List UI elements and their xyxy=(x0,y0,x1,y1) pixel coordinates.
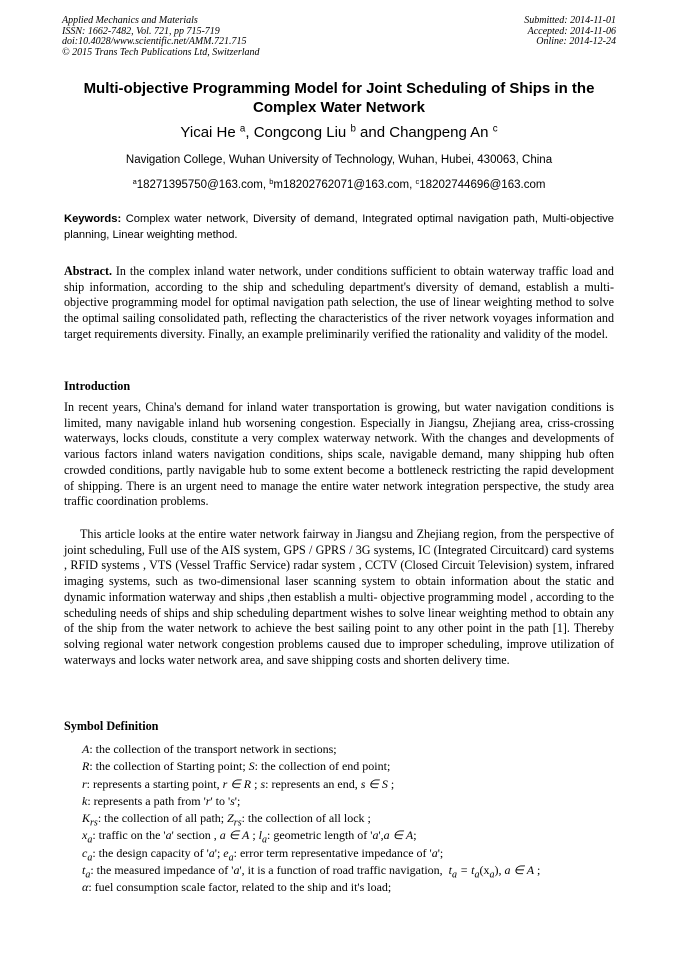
symbol-k: k: represents a path from 'r' to 's'; xyxy=(82,793,241,808)
accepted-date: Accepted: 2014-11-06 xyxy=(527,25,616,37)
journal-header-left xyxy=(62,16,260,58)
paper-title xyxy=(60,80,618,117)
submitted-date: Submitted: 2014-11-01 xyxy=(524,15,616,26)
author-list: Yicai He $^a$, Congcong Liu $^b$ and Changpeng An $^c$ xyxy=(180,123,498,141)
journal-copyright: © 2015 Trans Tech Publications Ltd, Switzerland xyxy=(62,46,260,58)
author-3-mark: c xyxy=(492,123,498,135)
symbol-alpha: α: fuel consumption scale factor, related to the ship and it's load; xyxy=(82,880,392,895)
keywords-text: Complex water network, Diversity of demand, Integrated optimal navigation path, Multi-objective planning, Linear weighting method. xyxy=(64,213,615,241)
symbol-r-s: r: represents a starting point, r ∈ R ; s: represents an end, s ∈ S ; xyxy=(82,776,395,791)
journal-issn: ISSN: 1662-7482, Vol. 721, pp 715-719 xyxy=(62,25,220,37)
symbol-ca-ea: $c_a$: the design capacity of 'a'; $e_a$: error term representative impedance of 'a'; xyxy=(82,845,444,864)
introduction-paragraph-1: In recent years, China's demand for inland water transportation is growing, but water navigation conditions is limited, many navigable inland hub worsening congestion. Especially in Jiangsu, Zhejiang area, criss-crossing waterways, locks clouds, constitute a very complex waterway network. With the changes and developments of various factors inland waters navigation conditions, ships scale, navigable demand, many shipping hub often crowded conditions, partly navigable hub to some extent become a bottleneck restricting the rapid development of shipping. There is an urgent need to manage the entire water network integration perspective, the study area traffic coordination problems. xyxy=(64,400,614,509)
symbol-A: A: the collection of the transport network in sections; xyxy=(82,742,337,756)
author-3: Changpeng An xyxy=(389,124,489,141)
symbol-list xyxy=(82,741,622,897)
author-1: Yicai He xyxy=(180,124,236,141)
email-3-mark: c xyxy=(415,176,420,186)
symbol-R-S: R: the collection of Starting point; S: the collection of end point; xyxy=(82,759,391,774)
author-and: and xyxy=(360,124,386,141)
email-list xyxy=(60,178,618,192)
title-line-1: Multi-objective Programming Model for Joint Scheduling of Ships in the xyxy=(83,80,595,97)
keywords xyxy=(64,212,614,243)
symbol-ta: $t_a$: the measured impedance of 'a', it is a function of road traffic navigation, $t_a = t_a(x_a)$, a ∈ A ; xyxy=(82,863,541,881)
journal-header-right xyxy=(524,16,616,48)
author-2-mark: b xyxy=(350,123,356,135)
author-1-mark: a xyxy=(239,123,246,135)
affiliation: Navigation College, Wuhan University of Technology, Wuhan, Hubei, 430063, China xyxy=(125,154,553,166)
author-2: Congcong Liu xyxy=(253,124,347,141)
email-2-mark: b xyxy=(269,176,274,186)
online-date: Online: 2014-12-24 xyxy=(536,36,616,48)
email-1: 18271395750@163.com, xyxy=(136,179,267,191)
email-3: 18202744696@163.com xyxy=(419,179,546,191)
symbol-xa-la: $x_a$: traffic on the 'a' section , a ∈ A ; $l_a$: geometric length of 'a',a ∈ A; xyxy=(82,828,417,846)
keywords-label: Keywords: xyxy=(64,213,122,225)
email-2: m18202762071@163.com, xyxy=(273,179,413,191)
abstract-label: Abstract. xyxy=(64,264,113,278)
introduction-heading: Introduction xyxy=(64,379,131,393)
title-line-2: Complex Water Network xyxy=(253,98,425,116)
symbol-Krs-Zrs: $K_{rs}$: the collection of all path; $Z_{rs}$: the collection of all lock ; xyxy=(82,811,371,829)
abstract-text: In the complex inland water network, under conditions sufficient to obtain waterway traffic load and ship information, according to the ship and scheduling department's diversity of demand, establish a multi- objective programming model for optimal navigation path selection, the use of linear weighting method to solve the optimal sailing consolidated path, reflecting the characteristics of the river network voyages information and target requirements diversity. Finally, an example preliminarily verified the rationality and validity of the model. xyxy=(64,264,614,341)
journal-doi: doi:10.4028/www.scientific.net/AMM.721.715 xyxy=(62,36,247,48)
symbol-definition-heading: Symbol Definition xyxy=(64,719,159,733)
email-1-mark: a xyxy=(132,176,137,186)
abstract xyxy=(64,264,614,343)
journal-name: Applied Mechanics and Materials xyxy=(62,15,198,26)
introduction-paragraph-2: This article looks at the entire water network fairway in Jiangsu and Zhejiang region, from the perspective of joint scheduling, Full use of the AIS system, GPS / GPRS / 3G systems, IC (Integrated Circuitcard) card systems , RFID systems , VTS (Vessel Traffic Service) radar system , CCTV (Closed Circuit Television) system, infrared imaging systems, such as two-dimensional laser scanning system to obtain information about the static and dynamic information waterway and ships ,then establish a multi- objective programming model , according to the scheduling needs of ships and ship scheduling department wishes to solve linear weighting method to obtain any of the ship from the water network to achieve the best sailing point to any other point in the path [1]. Thereby solving regional water network congestion problems caused due to improper scheduling, improve utilization of waterways and locks water network area, and save shipping costs and shorten delivery time. xyxy=(64,527,614,667)
